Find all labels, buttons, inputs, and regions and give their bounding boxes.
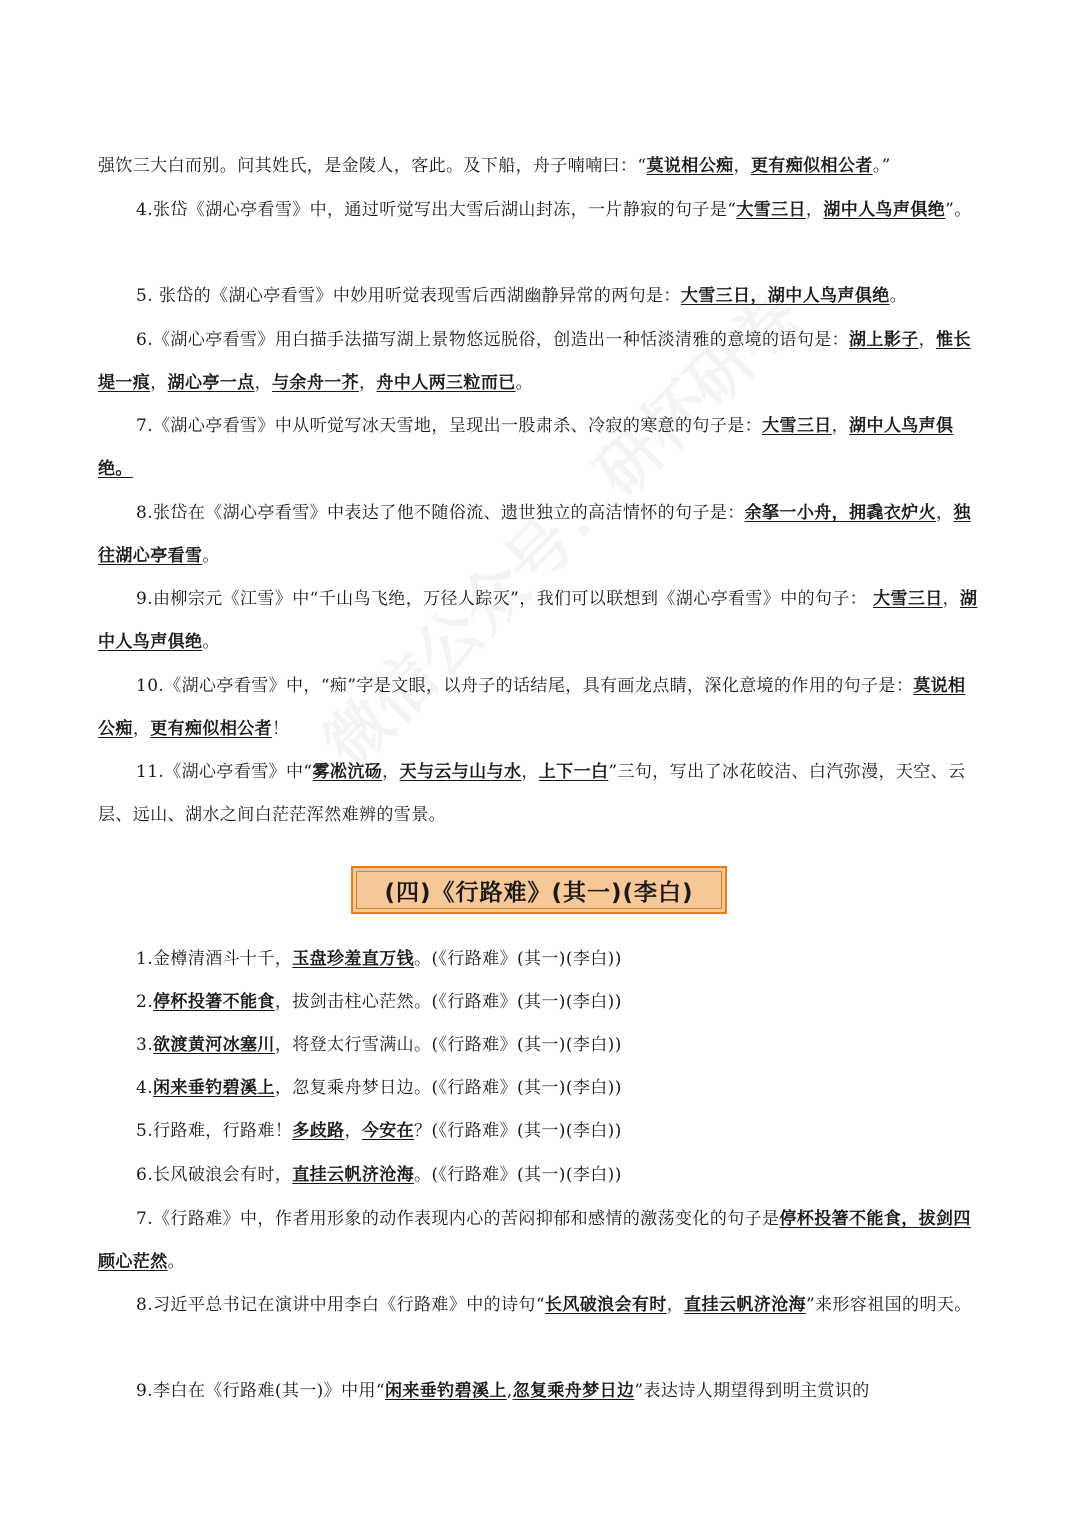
question-4 bbox=[98, 189, 982, 232]
prompt-text: 5. 张岱的《湖心亭看雪》中妙用听觉表现雪后西湖幽静异常的两句是： bbox=[136, 286, 681, 306]
prompt-text: ， bbox=[150, 373, 168, 393]
answer-text: 大雪三日 bbox=[873, 589, 943, 609]
line-1 bbox=[98, 938, 982, 981]
question-9 bbox=[98, 1370, 982, 1413]
prompt-text: 。 bbox=[202, 632, 220, 652]
answer-text: 闲来垂钓碧溪上 bbox=[384, 1381, 507, 1401]
answer-text: 雾凇沆砀 bbox=[312, 762, 383, 782]
answer-text: 闲来垂钓碧溪上 bbox=[153, 1078, 275, 1098]
answer-text: 湖中人鸟声俱绝 bbox=[823, 200, 946, 220]
prompt-text: 3. bbox=[136, 1035, 154, 1055]
prompt-text: 强饮三大白而别。问其姓氏，是金陵人，客此。及下船，舟子喃喃曰：“ bbox=[98, 156, 647, 176]
prompt-text: ， bbox=[805, 200, 824, 220]
answer-text: 湖中人鸟声俱绝 bbox=[98, 589, 978, 652]
prompt-text: ， bbox=[936, 503, 954, 523]
prompt-text: ！ bbox=[272, 719, 290, 739]
answer-text: 多歧路 bbox=[292, 1121, 345, 1141]
prompt-text: ？(《行路难》(其一)(李白)) bbox=[414, 1121, 622, 1141]
question-9 bbox=[98, 578, 982, 664]
prompt-text: 。 bbox=[167, 1252, 186, 1272]
prompt-text: 4. bbox=[136, 1078, 154, 1098]
prompt-text: 8.张岱在《湖心亭看雪》中表达了他不随俗流、遗世独立的高洁情怀的句子是： bbox=[136, 503, 745, 523]
prompt-text: ， bbox=[521, 762, 539, 782]
answer-text: 独往湖心亭看雪 bbox=[98, 503, 971, 566]
prompt-text: 8.习近平总书记在演讲中用李白《行路难》中的诗句“ bbox=[136, 1295, 545, 1315]
answer-text: 天与云与山与水 bbox=[399, 762, 522, 782]
answer-text: 莫说相公痴 bbox=[646, 156, 734, 176]
answer-text: 与余舟一芥 bbox=[272, 373, 360, 393]
answer-text: 大雪三日 bbox=[762, 416, 832, 436]
prompt-text: 7.《行路难》中，作者用形象的动作表现内心的苦闷抑郁和感情的激荡变化的句子是 bbox=[136, 1209, 780, 1229]
prompt-text: 。 bbox=[202, 546, 220, 566]
answer-text: 玉盘珍羞直万钱 bbox=[292, 949, 415, 969]
question-7 bbox=[98, 1198, 982, 1284]
answer-text: 大雪三日，湖中人鸟声俱绝 bbox=[680, 286, 890, 306]
prompt-text: 6.长风破浪会有时， bbox=[136, 1165, 293, 1185]
section-title: (四)《行路难》(其一)(李白) bbox=[356, 871, 722, 909]
prompt-text: ”。 bbox=[945, 200, 972, 220]
prompt-text: ”表达诗人期望得到明主赏识的 bbox=[634, 1381, 870, 1401]
line-3 bbox=[98, 1024, 982, 1067]
prompt-text: ，将登太行雪满山。(《行路难》(其一)(李白)) bbox=[274, 1035, 622, 1055]
prompt-text: ， bbox=[132, 719, 151, 739]
prompt-text: 10.《湖心亭看雪》中，“痴”字是文眼，以舟子的话结尾，具有画龙点睛，深化意境的作用的句子是： bbox=[136, 676, 914, 696]
answer-text: 莫说相公痴 bbox=[98, 676, 966, 739]
prompt-text: ，忽复乘舟梦日边。(《行路难》(其一)(李白)) bbox=[274, 1078, 622, 1098]
answer-text: 上下一白 bbox=[538, 762, 609, 782]
prompt-text: 9.由柳宗元《江雪》中“千山鸟飞绝，万径人踪灭”，我们可以联想到《湖心亭看雪》中的句子： bbox=[136, 589, 874, 609]
answer-text: 今安在 bbox=[361, 1121, 415, 1141]
answer-text: 停杯投箸不能食，拔剑四顾心茫然 bbox=[98, 1209, 971, 1272]
answer-text: 停杯投箸不能食 bbox=[153, 992, 275, 1012]
question-7 bbox=[98, 405, 982, 491]
question-6 bbox=[98, 319, 982, 405]
answer-text: 惟长堤一痕 bbox=[98, 330, 971, 393]
prompt-text: ， bbox=[382, 762, 400, 782]
answer-text: 大雪三日 bbox=[736, 200, 806, 220]
prompt-text: 6.《湖心亭看雪》用白描手法描写湖上景物悠远脱俗，创造出一种恬淡清雅的意境的语句是： bbox=[136, 330, 850, 350]
line-5 bbox=[98, 1110, 982, 1153]
prompt-text: ， bbox=[254, 373, 273, 393]
answer-text: 直挂云帆济沧海 bbox=[684, 1295, 806, 1315]
answer-text: 更有痴似相公者 bbox=[150, 719, 273, 739]
answer-text: 直挂云帆济沧海 bbox=[292, 1165, 415, 1185]
prompt-text: 9.李白在《行路难(其一)》中用“ bbox=[136, 1381, 385, 1401]
prompt-text: 。 bbox=[515, 373, 534, 393]
prompt-text: ， bbox=[831, 416, 850, 436]
answer-text: 欲渡黄河冰塞川 bbox=[153, 1035, 275, 1055]
prompt-text: ”来形容祖国的明天。 bbox=[805, 1295, 972, 1315]
question-8 bbox=[98, 492, 982, 578]
answer-text: 湖上影子 bbox=[849, 330, 919, 350]
prompt-text: 11.《湖心亭看雪》中“ bbox=[136, 762, 313, 782]
prompt-text: ， bbox=[733, 156, 751, 176]
prompt-text: ， bbox=[344, 1121, 362, 1141]
line-4 bbox=[98, 1067, 982, 1110]
question-5 bbox=[98, 275, 982, 318]
question-10 bbox=[98, 665, 982, 751]
section-title-box bbox=[351, 866, 727, 914]
answer-text: 忽复乘舟梦日边 bbox=[512, 1381, 635, 1401]
prompt-text: ，拔剑击柱心茫然。(《行路难》(其一)(李白)) bbox=[274, 992, 622, 1012]
prompt-text: 7.《湖心亭看雪》中从听觉写冰天雪地，呈现出一股肃杀、冷寂的寒意的句子是： bbox=[136, 416, 763, 436]
prompt-text: , bbox=[506, 1381, 513, 1401]
question-8 bbox=[98, 1284, 982, 1327]
question-11 bbox=[98, 751, 982, 837]
prompt-text: 。(《行路难》(其一)(李白)) bbox=[414, 1165, 622, 1185]
prompt-text: ， bbox=[942, 589, 961, 609]
prompt-text: ， bbox=[918, 330, 937, 350]
line-6 bbox=[98, 1154, 982, 1197]
answer-text: 更有痴似相公者 bbox=[750, 156, 873, 176]
prompt-text: 。 bbox=[889, 286, 908, 306]
prompt-text: 1.金樽清酒斗十千， bbox=[136, 949, 293, 969]
line-2 bbox=[98, 981, 982, 1024]
answer-text: 舟中人两三粒而已 bbox=[376, 373, 516, 393]
prompt-text: 。” bbox=[872, 156, 891, 176]
prompt-text: ”三句，写出了冰花皎洁、白汽弥漫，天空、云层、远山、湖水之间白茫茫浑然难辨的雪景。 bbox=[98, 762, 966, 825]
prompt-text: 5.行路难，行路难！ bbox=[136, 1121, 293, 1141]
answer-text: 湖中人鸟声俱绝。 bbox=[98, 416, 954, 479]
answer-text: 长风破浪会有时 bbox=[544, 1295, 667, 1315]
paragraph-continuation bbox=[98, 145, 982, 188]
prompt-text: ， bbox=[666, 1295, 685, 1315]
prompt-text: 4.张岱《湖心亭看雪》中，通过听觉写出大雪后湖山封冻，一片静寂的句子是“ bbox=[136, 200, 737, 220]
answer-text: 湖心亭一点 bbox=[167, 373, 255, 393]
prompt-text: 2. bbox=[136, 992, 154, 1012]
prompt-text: ， bbox=[359, 373, 377, 393]
prompt-text: 。(《行路难》(其一)(李白)) bbox=[414, 949, 622, 969]
answer-text: 余拏一小舟，拥毳衣炉火 bbox=[744, 503, 937, 523]
